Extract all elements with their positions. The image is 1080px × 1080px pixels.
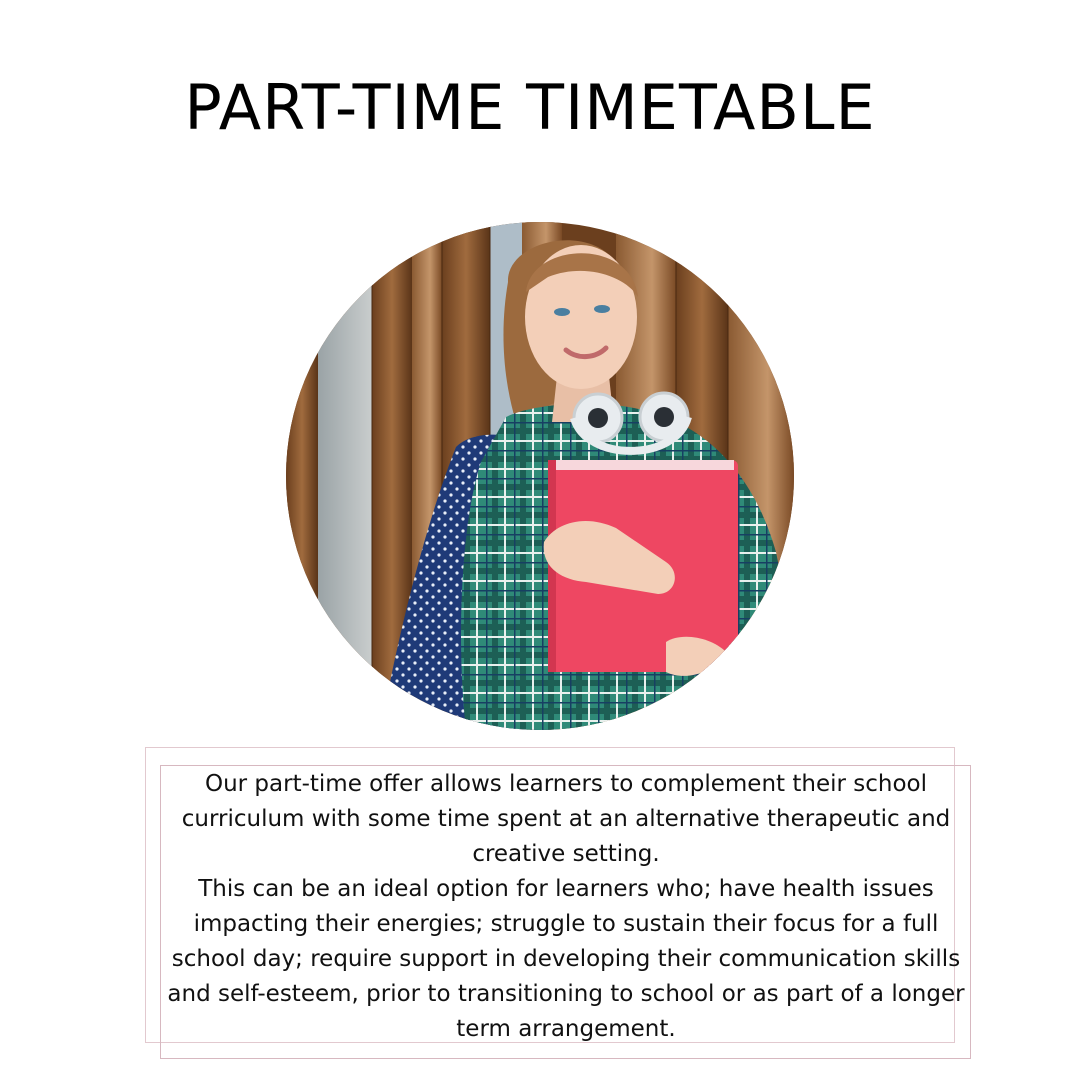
page-title: PART-TIME TIMETABLE (184, 71, 876, 144)
description-text (163, 767, 969, 1047)
description-paragraph-2: This can be an ideal option for learners who; have health issues impacting their energies; struggle to sustain their focus for a full school day; require support in developing their communication skills and self-esteem, prior to transitioning to school or as part of a longer term arrangement. (167, 876, 965, 1042)
description-paragraph-1: Our part-time offer allows learners to complement their school curriculum with some time spent at an alternative therapeutic and creative setting. (181, 771, 951, 867)
student-photo (286, 222, 794, 730)
